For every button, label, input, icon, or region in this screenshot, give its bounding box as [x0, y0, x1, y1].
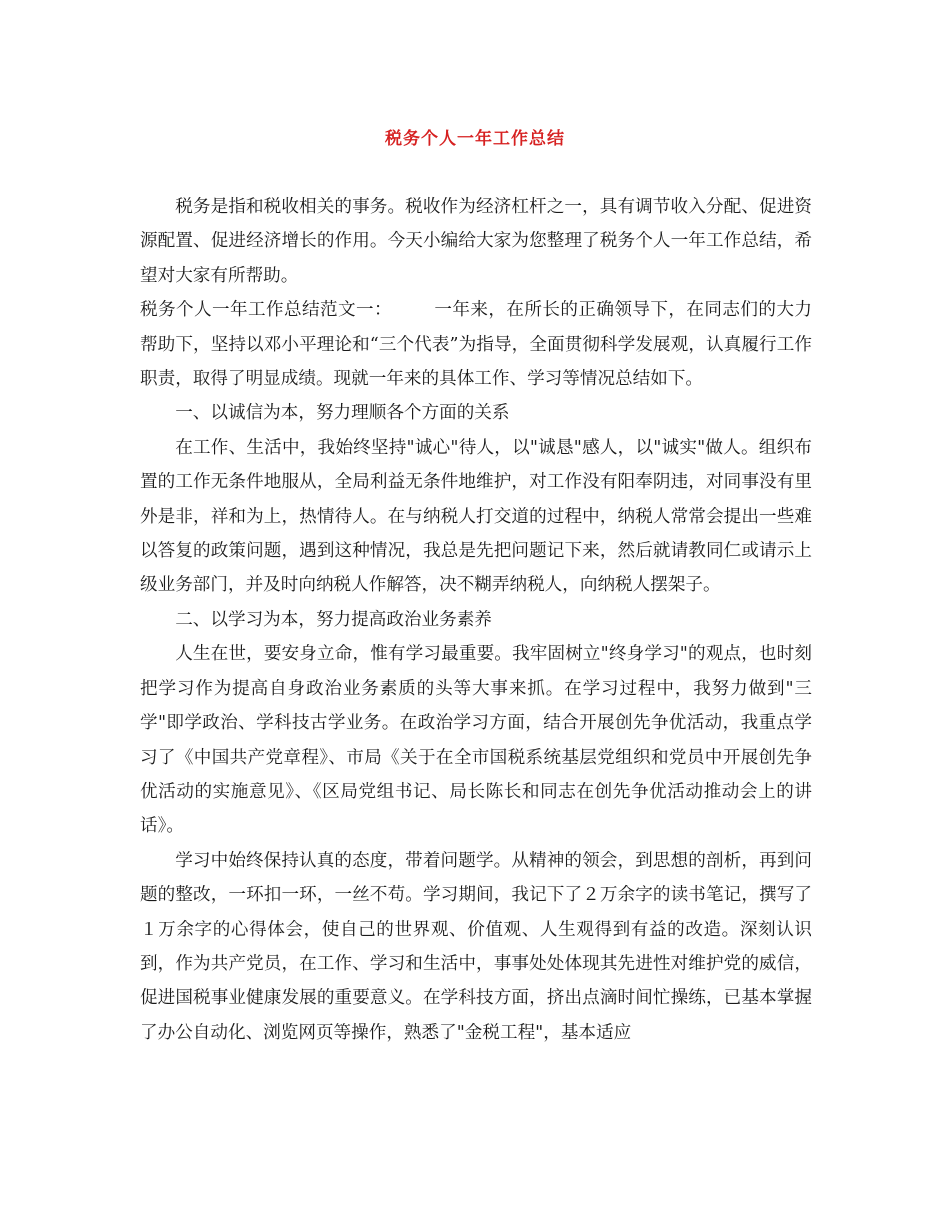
document-title: 税务个人一年工作总结 — [385, 129, 565, 149]
document-body — [140, 190, 812, 1050]
sample-label: 税务个人一年工作总结范文一： — [140, 300, 392, 321]
section-2-body-2: 学习中始终保持认真的态度，带着问题学。从精神的领会，到思想的剖析，再到问题的整改，一环扣一环，一丝不苟。学习期间，我记下了２万余字的读书笔记，撰写了１万余字的心得体会，使自己的世界观、价值观、人生观得到有益的改造。深刻认识到，作为共产党员，在工作、学习和生活中，事事处处体现其先进性对维护党的威信，促进国税事业健康发展的重要意义。在学科技方面，挤出点滴时间忙操练，已基本掌握了办公自动化、浏览网页等操作，熟悉了"金税工程"，基本适应 — [140, 850, 812, 1043]
section-2-heading: 二、以学习为本，努力提高政治业务素养 — [175, 609, 492, 630]
sample-opening: 一年来，在所长的正确领导下，在同志们的大力帮助下，坚持以邓小平理论和“三个代表”为指导，全面贯彻科学发展观，认真履行工作职责，取得了明显成绩。现就一年来的具体工作、学习等情况总结如下。 — [140, 300, 812, 390]
section-1-body: 在工作、生活中，我始终坚持"诚心"待人，以"诚恳"感人，以"诚实"做人。组织布置的工作无条件地服从，全局利益无条件地维护，对工作没有阳奉阴违，对同事没有里外是非，祥和为上，热情待人。在与纳税人打交道的过程中，纳税人常常会提出一些难以答复的政策问题，遇到这种情况，我总是先把问题记下来，然后就请教同仁或请示上级业务部门，并及时向纳税人作解答，决不糊弄纳税人，向纳税人摆架子。 — [140, 437, 812, 596]
intro-paragraph: 税务是指和税收相关的事务。税收作为经济杠杆之一，具有调节收入分配、促进资源配置、促进经济增长的作用。今天小编给大家为您整理了税务个人一年工作总结，希望对大家有所帮助。 — [140, 197, 812, 286]
section-2-body-1: 人生在世，要安身立命，惟有学习最重要。我牢固树立"终身学习"的观点，也时刻把学习作为提高自身政治业务素质的头等大事来抓。在学习过程中，我努力做到"三学"即学政治、学科技古学业务。在政治学习方面，结合开展创先争优活动，我重点学习了《中国共产党章程》、市局《关于在全市国税系统基层党组织和党员中开展创先争优活动的实施意见》、《区局党组书记、局长陈长和同志在创先争优活动推动会上的讲话》。 — [140, 644, 812, 837]
sample-paragraph — [140, 293, 812, 396]
section-1-heading: 一、以诚信为本，努力理顺各个方面的关系 — [175, 403, 510, 424]
